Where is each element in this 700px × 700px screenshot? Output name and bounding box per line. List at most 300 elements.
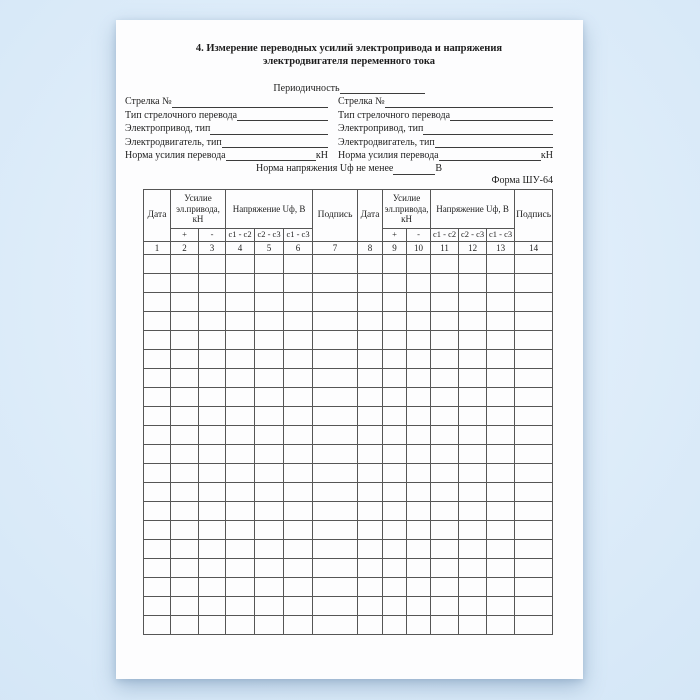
empty-cell <box>515 577 553 596</box>
switch-number-label-right: Стрелка № <box>338 96 385 108</box>
table-row <box>144 273 553 292</box>
empty-cell <box>226 615 255 634</box>
empty-cell <box>358 501 383 520</box>
empty-cell <box>255 387 284 406</box>
empty-cell <box>487 577 515 596</box>
empty-cell <box>255 406 284 425</box>
form-code: Форма ШУ-64 <box>491 174 553 186</box>
empty-cell <box>515 482 553 501</box>
empty-cell <box>407 425 431 444</box>
empty-cell <box>171 520 199 539</box>
empty-cell <box>487 254 515 273</box>
header-voltage-group-left: Напряжение Uф, В <box>226 189 313 228</box>
table-row <box>144 501 553 520</box>
empty-cell <box>144 330 171 349</box>
empty-cell <box>226 482 255 501</box>
col-num: 5 <box>255 241 284 254</box>
col-num: 12 <box>459 241 487 254</box>
empty-cell <box>487 596 515 615</box>
empty-cell <box>459 444 487 463</box>
empty-cell <box>199 501 226 520</box>
empty-cell <box>199 330 226 349</box>
empty-cell <box>431 311 459 330</box>
field-row-drive-type <box>125 122 553 135</box>
empty-cell <box>284 254 313 273</box>
subcol-c2c3-left: с2 - с3 <box>255 228 284 241</box>
empty-cell <box>459 330 487 349</box>
col-num: 13 <box>487 241 515 254</box>
empty-cell <box>171 501 199 520</box>
subcol-c1c3-right: с1 - с3 <box>487 228 515 241</box>
empty-cell <box>284 463 313 482</box>
empty-cell <box>487 520 515 539</box>
empty-cell <box>226 425 255 444</box>
empty-cell <box>487 539 515 558</box>
empty-cell <box>255 463 284 482</box>
voltage-norm-label: Норма напряжения Uф не менее <box>255 163 394 175</box>
empty-cell <box>226 406 255 425</box>
empty-cell <box>383 577 407 596</box>
empty-cell <box>431 444 459 463</box>
empty-cell <box>313 444 358 463</box>
empty-cell <box>284 311 313 330</box>
table-row <box>144 254 553 273</box>
col-num: 4 <box>226 241 255 254</box>
empty-cell <box>407 406 431 425</box>
empty-cell <box>383 406 407 425</box>
empty-cell <box>431 254 459 273</box>
empty-cell <box>407 349 431 368</box>
subcol-c1c2-left: с1 - с2 <box>226 228 255 241</box>
empty-cell <box>144 311 171 330</box>
header-date-right: Дата <box>358 189 383 241</box>
empty-cell <box>255 273 284 292</box>
empty-cell <box>171 273 199 292</box>
subcol-minus-right: - <box>407 228 431 241</box>
empty-cell <box>313 311 358 330</box>
empty-cell <box>284 501 313 520</box>
empty-cell <box>144 539 171 558</box>
empty-cell <box>313 368 358 387</box>
table-row <box>144 520 553 539</box>
header-signature-right: Подпись <box>515 189 553 241</box>
empty-cell <box>459 349 487 368</box>
empty-cell <box>383 482 407 501</box>
col-num: 11 <box>431 241 459 254</box>
empty-cell <box>226 254 255 273</box>
log-table <box>143 189 553 635</box>
empty-cell <box>431 330 459 349</box>
header-force-group-right: Усилие эл.привода, кН <box>383 189 431 228</box>
empty-cell <box>226 387 255 406</box>
empty-cell <box>171 406 199 425</box>
empty-cell <box>383 330 407 349</box>
empty-cell <box>313 482 358 501</box>
empty-cell <box>255 501 284 520</box>
empty-cell <box>313 273 358 292</box>
voltage-norm-blank-line <box>393 164 435 175</box>
empty-cell <box>431 387 459 406</box>
empty-cell <box>515 444 553 463</box>
empty-cell <box>284 425 313 444</box>
empty-cell <box>284 596 313 615</box>
empty-cell <box>284 368 313 387</box>
table-row <box>144 406 553 425</box>
log-table-head <box>144 189 553 254</box>
empty-cell <box>431 539 459 558</box>
empty-cell <box>358 482 383 501</box>
empty-cell <box>431 425 459 444</box>
empty-cell <box>407 615 431 634</box>
empty-cell <box>515 425 553 444</box>
empty-cell <box>144 501 171 520</box>
empty-cell <box>313 406 358 425</box>
empty-cell <box>199 577 226 596</box>
empty-cell <box>383 368 407 387</box>
empty-cell <box>383 273 407 292</box>
empty-cell <box>515 406 553 425</box>
empty-cell <box>144 425 171 444</box>
empty-cell <box>407 292 431 311</box>
table-header-row-groups <box>144 189 553 228</box>
empty-cell <box>199 463 226 482</box>
empty-cell <box>358 615 383 634</box>
empty-cell <box>144 463 171 482</box>
empty-cell <box>284 406 313 425</box>
empty-cell <box>383 463 407 482</box>
empty-cell <box>199 520 226 539</box>
col-num: 3 <box>199 241 226 254</box>
empty-cell <box>515 273 553 292</box>
switch-type-blank-left <box>237 110 328 121</box>
subcol-plus-left: + <box>171 228 199 241</box>
force-norm-label-left: Норма усилия перевода <box>125 150 226 162</box>
subcol-c1c3-left: с1 - с3 <box>284 228 313 241</box>
empty-cell <box>487 349 515 368</box>
empty-cell <box>358 425 383 444</box>
empty-cell <box>459 368 487 387</box>
empty-cell <box>487 501 515 520</box>
empty-cell <box>226 577 255 596</box>
table-row <box>144 482 553 501</box>
empty-cell <box>144 558 171 577</box>
empty-cell <box>459 311 487 330</box>
empty-cell <box>171 254 199 273</box>
empty-cell <box>487 558 515 577</box>
empty-cell <box>358 558 383 577</box>
empty-cell <box>144 596 171 615</box>
empty-cell <box>199 387 226 406</box>
empty-cell <box>383 349 407 368</box>
col-num: 10 <box>407 241 431 254</box>
empty-cell <box>487 273 515 292</box>
empty-cell <box>144 349 171 368</box>
empty-cell <box>199 368 226 387</box>
empty-cell <box>515 330 553 349</box>
col-num: 8 <box>358 241 383 254</box>
empty-cell <box>487 463 515 482</box>
empty-cell <box>431 273 459 292</box>
empty-cell <box>358 406 383 425</box>
col-num: 14 <box>515 241 553 254</box>
subcol-c2c3-right: с2 - с3 <box>459 228 487 241</box>
empty-cell <box>383 311 407 330</box>
empty-cell <box>313 558 358 577</box>
empty-cell <box>171 463 199 482</box>
empty-cell <box>358 539 383 558</box>
col-num: 7 <box>313 241 358 254</box>
field-row-switch-type <box>125 109 553 122</box>
empty-cell <box>171 330 199 349</box>
header-date-left: Дата <box>144 189 171 241</box>
empty-cell <box>199 558 226 577</box>
empty-cell <box>515 596 553 615</box>
empty-cell <box>284 577 313 596</box>
empty-cell <box>144 273 171 292</box>
empty-cell <box>459 425 487 444</box>
table-row <box>144 349 553 368</box>
empty-cell <box>358 349 383 368</box>
empty-cell <box>313 463 358 482</box>
empty-cell <box>171 539 199 558</box>
empty-cell <box>358 311 383 330</box>
empty-cell <box>383 558 407 577</box>
header-force-group-left: Усилие эл.привода, кН <box>171 189 226 228</box>
empty-cell <box>407 463 431 482</box>
force-norm-unit-left: кН <box>315 150 328 162</box>
empty-cell <box>255 368 284 387</box>
switch-type-blank-right <box>450 110 553 121</box>
empty-cell <box>407 368 431 387</box>
empty-cell <box>459 254 487 273</box>
empty-cell <box>431 501 459 520</box>
form-title-line1: 4. Измерение переводных усилий электропривода и напряжения <box>195 43 503 54</box>
switch-number-blank-right <box>385 97 553 108</box>
empty-cell <box>313 615 358 634</box>
empty-cell <box>487 311 515 330</box>
drive-type-blank-left <box>210 124 328 135</box>
empty-cell <box>226 558 255 577</box>
motor-type-label-left: Электродвигатель, тип <box>125 136 222 148</box>
empty-cell <box>459 501 487 520</box>
empty-cell <box>487 387 515 406</box>
empty-cell <box>431 292 459 311</box>
empty-cell <box>144 292 171 311</box>
empty-cell <box>358 387 383 406</box>
drive-type-label-left: Электропривод, тип <box>125 123 211 135</box>
empty-cell <box>459 558 487 577</box>
empty-cell <box>226 311 255 330</box>
switch-type-label-right: Тип стрелочного перевода <box>338 109 451 121</box>
field-row-switch-number <box>125 95 553 108</box>
empty-cell <box>487 368 515 387</box>
empty-cell <box>383 520 407 539</box>
table-row <box>144 368 553 387</box>
empty-cell <box>515 615 553 634</box>
empty-cell <box>487 330 515 349</box>
empty-cell <box>171 425 199 444</box>
motor-type-label-right: Электродвигатель, тип <box>338 136 435 148</box>
empty-cell <box>407 520 431 539</box>
empty-cell <box>313 292 358 311</box>
empty-cell <box>171 615 199 634</box>
empty-cell <box>226 444 255 463</box>
empty-cell <box>487 406 515 425</box>
empty-cell <box>313 349 358 368</box>
empty-cell <box>358 330 383 349</box>
empty-cell <box>515 254 553 273</box>
empty-cell <box>144 387 171 406</box>
empty-cell <box>226 520 255 539</box>
empty-cell <box>171 292 199 311</box>
empty-cell <box>358 292 383 311</box>
empty-cell <box>487 292 515 311</box>
empty-cell <box>383 501 407 520</box>
form-title-line2: электродвигателя переменного тока <box>263 56 435 67</box>
empty-cell <box>255 539 284 558</box>
empty-cell <box>171 311 199 330</box>
empty-cell <box>199 292 226 311</box>
empty-cell <box>284 387 313 406</box>
empty-cell <box>255 520 284 539</box>
log-table-body <box>144 254 553 634</box>
empty-cell <box>431 349 459 368</box>
switch-number-blank-left <box>172 97 328 108</box>
field-row-motor-type <box>125 136 553 149</box>
empty-cell <box>487 615 515 634</box>
header-voltage-group-right: Напряжение Uф, В <box>431 189 515 228</box>
empty-cell <box>383 387 407 406</box>
empty-cell <box>515 311 553 330</box>
empty-cell <box>199 254 226 273</box>
periodicity-blank-line <box>340 83 425 94</box>
empty-cell <box>144 254 171 273</box>
empty-cell <box>407 558 431 577</box>
empty-cell <box>171 577 199 596</box>
empty-cell <box>407 444 431 463</box>
table-column-numbers-row <box>144 241 553 254</box>
empty-cell <box>199 596 226 615</box>
empty-cell <box>487 444 515 463</box>
motor-type-blank-left <box>222 137 328 148</box>
empty-cell <box>431 406 459 425</box>
empty-cell <box>313 330 358 349</box>
drive-type-blank-right <box>423 124 553 135</box>
empty-cell <box>144 577 171 596</box>
table-row <box>144 596 553 615</box>
empty-cell <box>255 596 284 615</box>
empty-cell <box>255 558 284 577</box>
empty-cell <box>313 501 358 520</box>
col-num: 2 <box>171 241 199 254</box>
empty-cell <box>144 368 171 387</box>
empty-cell <box>358 520 383 539</box>
empty-cell <box>199 539 226 558</box>
drive-type-label-right: Электропривод, тип <box>338 123 424 135</box>
col-num: 6 <box>284 241 313 254</box>
empty-cell <box>284 615 313 634</box>
empty-cell <box>284 520 313 539</box>
table-row <box>144 558 553 577</box>
empty-cell <box>284 558 313 577</box>
empty-cell <box>313 577 358 596</box>
table-row <box>144 463 553 482</box>
field-row-force-norm <box>125 149 553 162</box>
empty-cell <box>284 482 313 501</box>
empty-cell <box>284 539 313 558</box>
empty-cell <box>199 311 226 330</box>
empty-cell <box>515 539 553 558</box>
empty-cell <box>255 482 284 501</box>
empty-cell <box>255 615 284 634</box>
empty-cell <box>144 406 171 425</box>
empty-cell <box>199 349 226 368</box>
empty-cell <box>171 596 199 615</box>
empty-cell <box>407 482 431 501</box>
empty-cell <box>383 596 407 615</box>
empty-cell <box>407 311 431 330</box>
empty-cell <box>313 539 358 558</box>
empty-cell <box>431 558 459 577</box>
empty-cell <box>383 444 407 463</box>
switch-number-label-left: Стрелка № <box>125 96 172 108</box>
empty-cell <box>383 539 407 558</box>
subcol-c1c2-right: с1 - с2 <box>431 228 459 241</box>
empty-cell <box>459 520 487 539</box>
empty-cell <box>313 387 358 406</box>
empty-cell <box>459 292 487 311</box>
empty-cell <box>226 463 255 482</box>
empty-cell <box>358 463 383 482</box>
empty-cell <box>431 577 459 596</box>
empty-cell <box>144 520 171 539</box>
table-row <box>144 330 553 349</box>
empty-cell <box>383 254 407 273</box>
header-signature-left: Подпись <box>313 189 358 241</box>
empty-cell <box>459 539 487 558</box>
empty-cell <box>459 387 487 406</box>
empty-cell <box>407 539 431 558</box>
empty-cell <box>431 463 459 482</box>
empty-cell <box>226 501 255 520</box>
empty-cell <box>487 482 515 501</box>
periodicity-field <box>135 82 563 95</box>
empty-cell <box>515 292 553 311</box>
empty-cell <box>255 292 284 311</box>
empty-cell <box>459 577 487 596</box>
empty-cell <box>407 254 431 273</box>
empty-cell <box>171 368 199 387</box>
empty-cell <box>255 444 284 463</box>
empty-cell <box>255 425 284 444</box>
empty-cell <box>459 273 487 292</box>
empty-cell <box>459 406 487 425</box>
empty-cell <box>226 539 255 558</box>
empty-cell <box>515 463 553 482</box>
empty-cell <box>459 463 487 482</box>
table-row <box>144 444 553 463</box>
empty-cell <box>515 368 553 387</box>
empty-cell <box>255 349 284 368</box>
force-norm-blank-left <box>226 150 316 161</box>
empty-cell <box>358 254 383 273</box>
table-row <box>144 387 553 406</box>
force-norm-label-right: Норма усилия перевода <box>338 150 439 162</box>
col-num: 9 <box>383 241 407 254</box>
empty-cell <box>487 425 515 444</box>
subcol-minus-left: - <box>199 228 226 241</box>
empty-cell <box>431 520 459 539</box>
